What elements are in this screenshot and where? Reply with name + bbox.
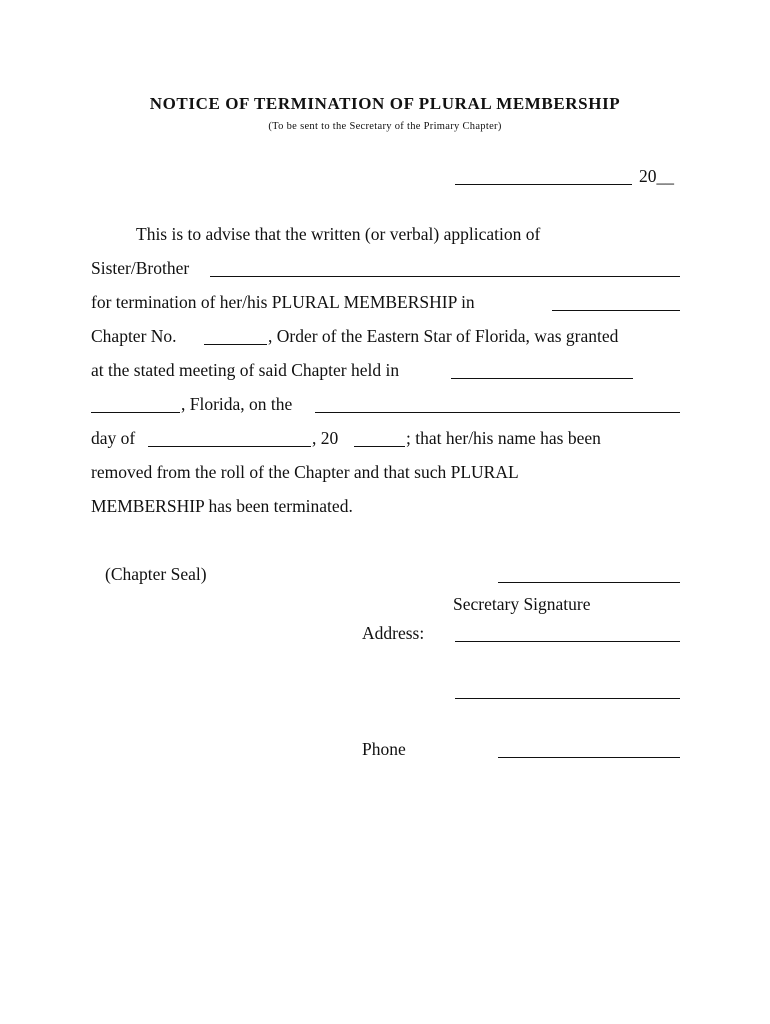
meeting-location-label: at the stated meeting of said Chapter held in (91, 360, 400, 380)
year-field[interactable] (354, 446, 405, 447)
body-line-4 (91, 326, 177, 346)
chapter-number-field[interactable] (204, 344, 267, 345)
sister-brother-label: Sister/Brother (91, 258, 190, 278)
termination-label: for termination of her/his PLURAL MEMBERSHIP in (91, 292, 475, 312)
meeting-location-field[interactable] (451, 378, 633, 379)
day-of-label: day of (91, 428, 136, 448)
city-field[interactable] (91, 412, 180, 413)
month-field[interactable] (148, 446, 311, 447)
name-removed-text: ; that her/his name has been (406, 428, 601, 448)
secretary-signature-field[interactable] (498, 582, 680, 583)
phone-field[interactable] (498, 757, 680, 758)
address-field-1[interactable] (455, 641, 680, 642)
chapter-no-label: Chapter No. (91, 326, 177, 346)
document-subtitle: (To be sent to the Secretary of the Primary Chapter) (268, 121, 502, 132)
date-field[interactable] (455, 184, 632, 185)
body-line-3 (91, 292, 475, 312)
body-line-5 (91, 360, 399, 380)
chapter-seal-label: (Chapter Seal) (105, 564, 207, 584)
date-year-label: 20__ (639, 166, 674, 186)
body-line-1: This is to advise that the written (or verbal) application of (136, 224, 541, 244)
member-name-field[interactable] (210, 276, 680, 277)
address-label: Address: (362, 623, 425, 643)
address-field-2[interactable] (455, 698, 680, 699)
order-eastern-star-text: , Order of the Eastern Star of Florida, was granted (268, 326, 619, 346)
document-title: NOTICE OF TERMINATION OF PLURAL MEMBERSHIP (149, 94, 621, 113)
body-line-9: MEMBERSHIP has been terminated. (91, 496, 353, 516)
body-line-8: removed from the roll of the Chapter and that such PLURAL (91, 462, 519, 482)
phone-label: Phone (362, 739, 406, 759)
chapter-name-field[interactable] (552, 310, 680, 311)
body-line-2 (91, 258, 189, 278)
year-prefix-text: , 20 (312, 428, 339, 448)
florida-on-the-text: , Florida, on the (181, 394, 293, 414)
meeting-date-field[interactable] (315, 412, 680, 413)
secretary-signature-label: Secretary Signature (453, 594, 591, 614)
